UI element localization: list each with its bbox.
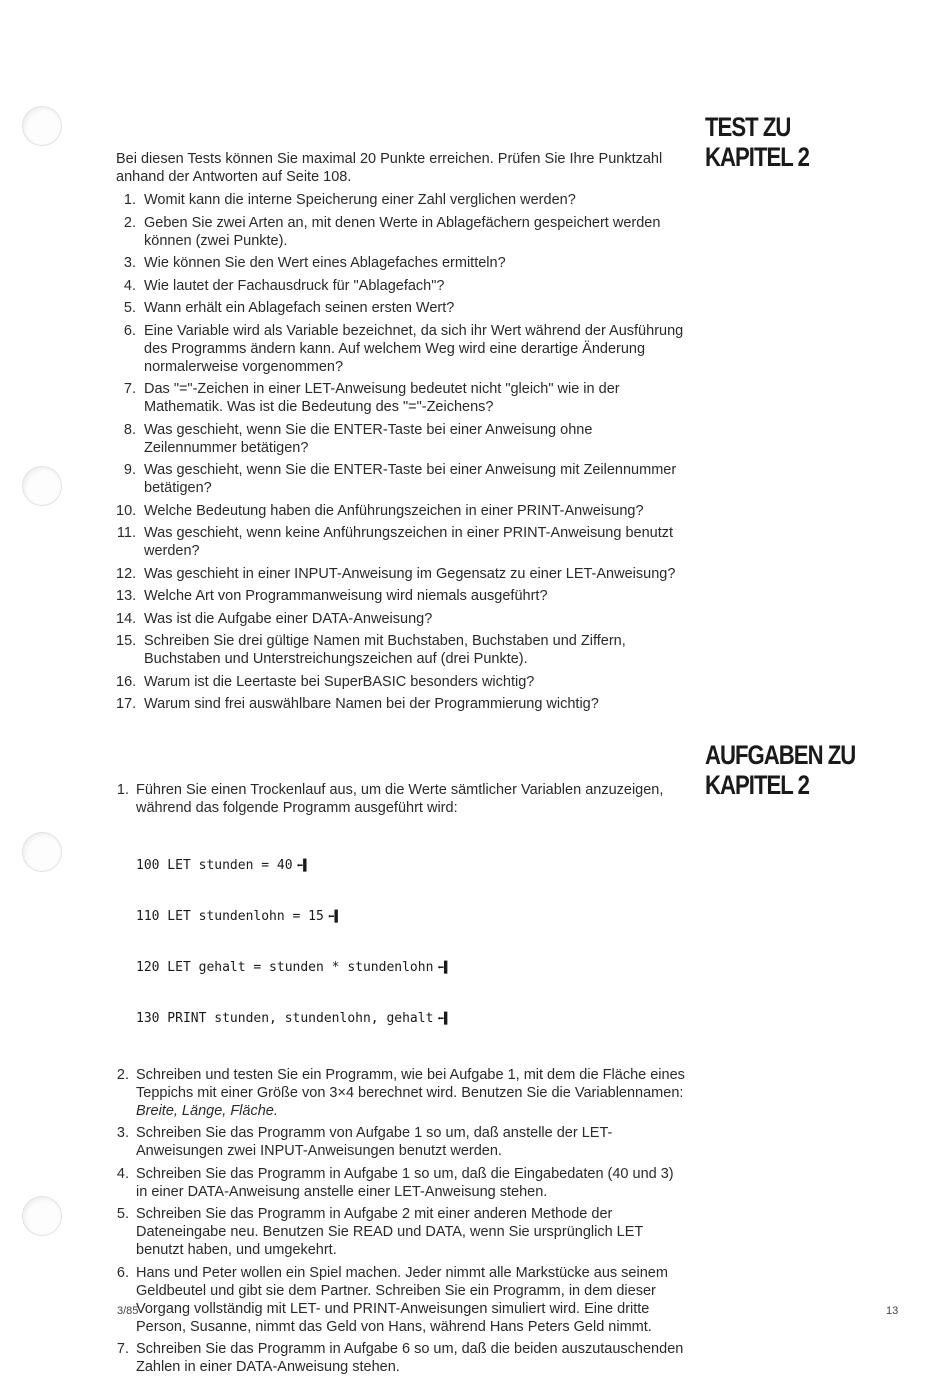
question-number: 5. — [123, 300, 136, 316]
question-text: Was geschieht, wenn keine Anführungszeichen in einer PRINT-Anweisung benutzt werden? — [144, 525, 674, 559]
question-text: Was geschieht in einer INPUT-Anweisung im Gegensatz zu einer LET-Anweisung? — [144, 565, 676, 582]
question-text: Was ist die Aufgabe einer DATA-Anweisung? — [144, 610, 433, 627]
test-question-item — [116, 502, 686, 520]
punch-hole-top — [22, 106, 62, 146]
punch-hole-upper-middle — [22, 466, 62, 506]
question-number: 11. — [116, 525, 136, 541]
question-number: 14. — [116, 610, 137, 627]
question-number: 10. — [116, 502, 137, 519]
task-heading — [705, 740, 855, 800]
question-number: 9. — [123, 462, 136, 478]
task-text: Schreiben Sie das Programm in Aufgabe 6 so um, daß die beiden auszutauschenden Zahlen in einer DATA-Anweisung stehen. — [136, 1341, 684, 1375]
question-text: Schreiben Sie drei gültige Namen mit Buchstaben, Buchstaben und Ziffern, Buchstaben und Unterstreichungszeichen auf (drei Punkte). — [144, 633, 626, 667]
question-number: 17. — [116, 696, 137, 712]
punch-hole-lower-middle — [22, 832, 62, 872]
code-listing — [136, 823, 687, 1061]
page-number: 13 — [886, 1305, 899, 1317]
test-question-item — [116, 610, 686, 628]
task-number: 7. — [116, 1341, 129, 1357]
test-question-item — [116, 254, 686, 272]
test-question-item — [116, 214, 686, 250]
task-item — [116, 1264, 687, 1336]
task-list — [116, 781, 687, 1381]
question-text: Das "="-Zeichen in einer LET-Anweisung bedeutet nicht "gleich" wie in der Mathematik. Was ist die Bedeutung des "="-Zeichens? — [144, 381, 620, 415]
question-text: Eine Variable wird als Variable bezeichnet, da sich ihr Wert während der Ausführung des Programms ändern kann. Auf welchem Weg wird eine derartige Änderung normalerweise vorgenommen? — [144, 322, 684, 375]
test-question-item — [116, 191, 686, 209]
variable-names: Breite, Länge, Fläche. — [136, 1102, 278, 1119]
question-text: Wie können Sie den Wert eines Ablagefaches ermitteln? — [144, 255, 506, 271]
task-text: Führen Sie einen Trockenlauf aus, um die Werte sämtlicher Variablen anzuzeigen, während das folgende Programm ausgeführt wird: — [136, 782, 664, 816]
question-text: Warum sind frei auswählbare Namen bei der Programmierung wichtig? — [144, 696, 599, 712]
test-question-item — [116, 673, 686, 691]
question-number: 3. — [123, 255, 136, 271]
question-number: 16. — [116, 673, 137, 690]
test-heading-line2: KAPITEL 2 — [705, 142, 809, 172]
task-number: 1. — [116, 782, 129, 798]
question-text: Was geschieht, wenn Sie die ENTER-Taste bei einer Anweisung ohne Zeilennummer betätigen? — [144, 421, 593, 456]
task-item — [116, 1165, 687, 1201]
test-question-item — [116, 322, 686, 376]
test-question-item — [116, 632, 686, 668]
test-heading — [705, 112, 809, 172]
code-line — [136, 1010, 687, 1027]
task-text: Schreiben Sie das Programm in Aufgabe 1 so um, daß die Eingabedaten (40 und 3) in einer DATA-Anweisung anstelle einer LET-Anweisung stehen. — [136, 1165, 674, 1200]
task-heading-line2: KAPITEL 2 — [705, 770, 809, 800]
test-question-item — [116, 524, 686, 560]
test-question-item — [116, 461, 686, 497]
test-question-item — [116, 421, 686, 457]
task-text: Schreiben und testen Sie ein Programm, wie bei Aufgabe 1, mit dem die Fläche eines Teppichs mit einer Größe von 3×4 berechnet wird. Benutzen Sie die Variablennamen: — [136, 1066, 685, 1101]
code-line — [136, 857, 687, 874]
task-item — [116, 1205, 687, 1259]
test-question-item — [116, 299, 686, 317]
task-item — [116, 1124, 687, 1160]
task-item — [116, 1340, 687, 1376]
intro-text: Bei diesen Tests können Sie maximal 20 Punkte erreichen. Prüfen Sie Ihre Punktzahl anhand der Antworten auf Seite 108. — [116, 151, 663, 185]
question-number: 1. — [123, 192, 136, 208]
task-text: Schreiben Sie das Programm in Aufgabe 2 mit einer anderen Methode der Dateneingabe neu. Benutzen Sie READ und DATA, wenn Sie ursprünglich LET benutzt haben, und umgekehrt. — [136, 1206, 643, 1258]
task-heading-line1: AUFGABEN ZU — [705, 740, 856, 770]
question-number: 8. — [123, 421, 136, 438]
question-number: 12. — [116, 565, 137, 582]
code-line-text: 120 LET gehalt = stunden * stundenlohn — [136, 960, 434, 975]
task-number: 5. — [116, 1206, 129, 1222]
question-number: 6. — [123, 322, 136, 339]
enter-key-icon: ⬅▌ — [437, 1012, 451, 1025]
question-text: Wie lautet der Fachausdruck für "Ablagefach"? — [144, 277, 445, 294]
test-question-item — [116, 587, 686, 605]
task-number: 2. — [116, 1066, 129, 1083]
question-text: Womit kann die interne Speicherung einer Zahl verglichen werden? — [144, 192, 576, 208]
code-line-text: 130 PRINT stunden, stundenlohn, gehalt — [136, 1011, 434, 1026]
task-number: 3. — [116, 1125, 129, 1141]
test-question-item — [116, 695, 686, 713]
task-text: Hans und Peter wollen ein Spiel machen. Jeder nimmt alle Markstücke aus seinem Geldbeutel und gibt sie dem Partner. Schreiben Sie ein Programm, in dem dieser Vorgang vollständig mit LET- und PRINT-Anweisungen simuliert wird. Eine dritte Person, Susanne, nimmt das Geld von Hans, während Hans Peters Geld nimmt. — [136, 1264, 668, 1335]
question-text: Welche Bedeutung haben die Anführungszeichen in einer PRINT-Anweisung? — [144, 502, 644, 519]
task-number: 6. — [116, 1264, 129, 1281]
test-question-item — [116, 565, 686, 583]
question-number: 15. — [116, 633, 137, 649]
question-text: Welche Art von Programmanweisung wird niemals ausgeführt? — [144, 588, 548, 604]
test-heading-line1: TEST ZU — [705, 112, 791, 142]
code-line-text: 100 LET stunden = 40 — [136, 858, 293, 873]
task-text: Schreiben Sie das Programm von Aufgabe 1 so um, daß anstelle der LET-Anweisungen zwei INPUT-Anweisungen benutzt werden. — [136, 1125, 613, 1159]
code-line-text: 110 LET stundenlohn = 15 — [136, 909, 324, 924]
question-number: 7. — [123, 381, 136, 397]
code-line — [136, 959, 687, 976]
footer-left: 3/85 — [117, 1305, 139, 1317]
question-text: Warum ist die Leertaste bei SuperBASIC besonders wichtig? — [144, 673, 535, 690]
punch-hole-bottom — [22, 1196, 62, 1236]
test-question-list — [116, 191, 686, 718]
question-number: 13. — [116, 588, 137, 604]
code-line — [136, 908, 687, 925]
question-number: 4. — [123, 277, 136, 294]
enter-key-icon: ⬅▌ — [437, 961, 451, 974]
question-text: Was geschieht, wenn Sie die ENTER-Taste bei einer Anweisung mit Zeilennummer betätigen? — [144, 462, 677, 496]
enter-key-icon: ⬅▌ — [296, 859, 310, 872]
question-text: Geben Sie zwei Arten an, mit denen Werte in Ablagefächern gespeichert werden können (zwei Punkte). — [144, 214, 661, 249]
task-item — [116, 1066, 687, 1120]
test-question-item — [116, 380, 686, 416]
enter-key-icon: ⬅▌ — [327, 910, 342, 923]
test-question-item — [116, 277, 686, 295]
question-text: Wann erhält ein Ablagefach seinen ersten Wert? — [144, 300, 455, 316]
question-number: 2. — [123, 214, 136, 231]
task-number: 4. — [116, 1165, 129, 1182]
task-item-1 — [116, 781, 687, 1061]
